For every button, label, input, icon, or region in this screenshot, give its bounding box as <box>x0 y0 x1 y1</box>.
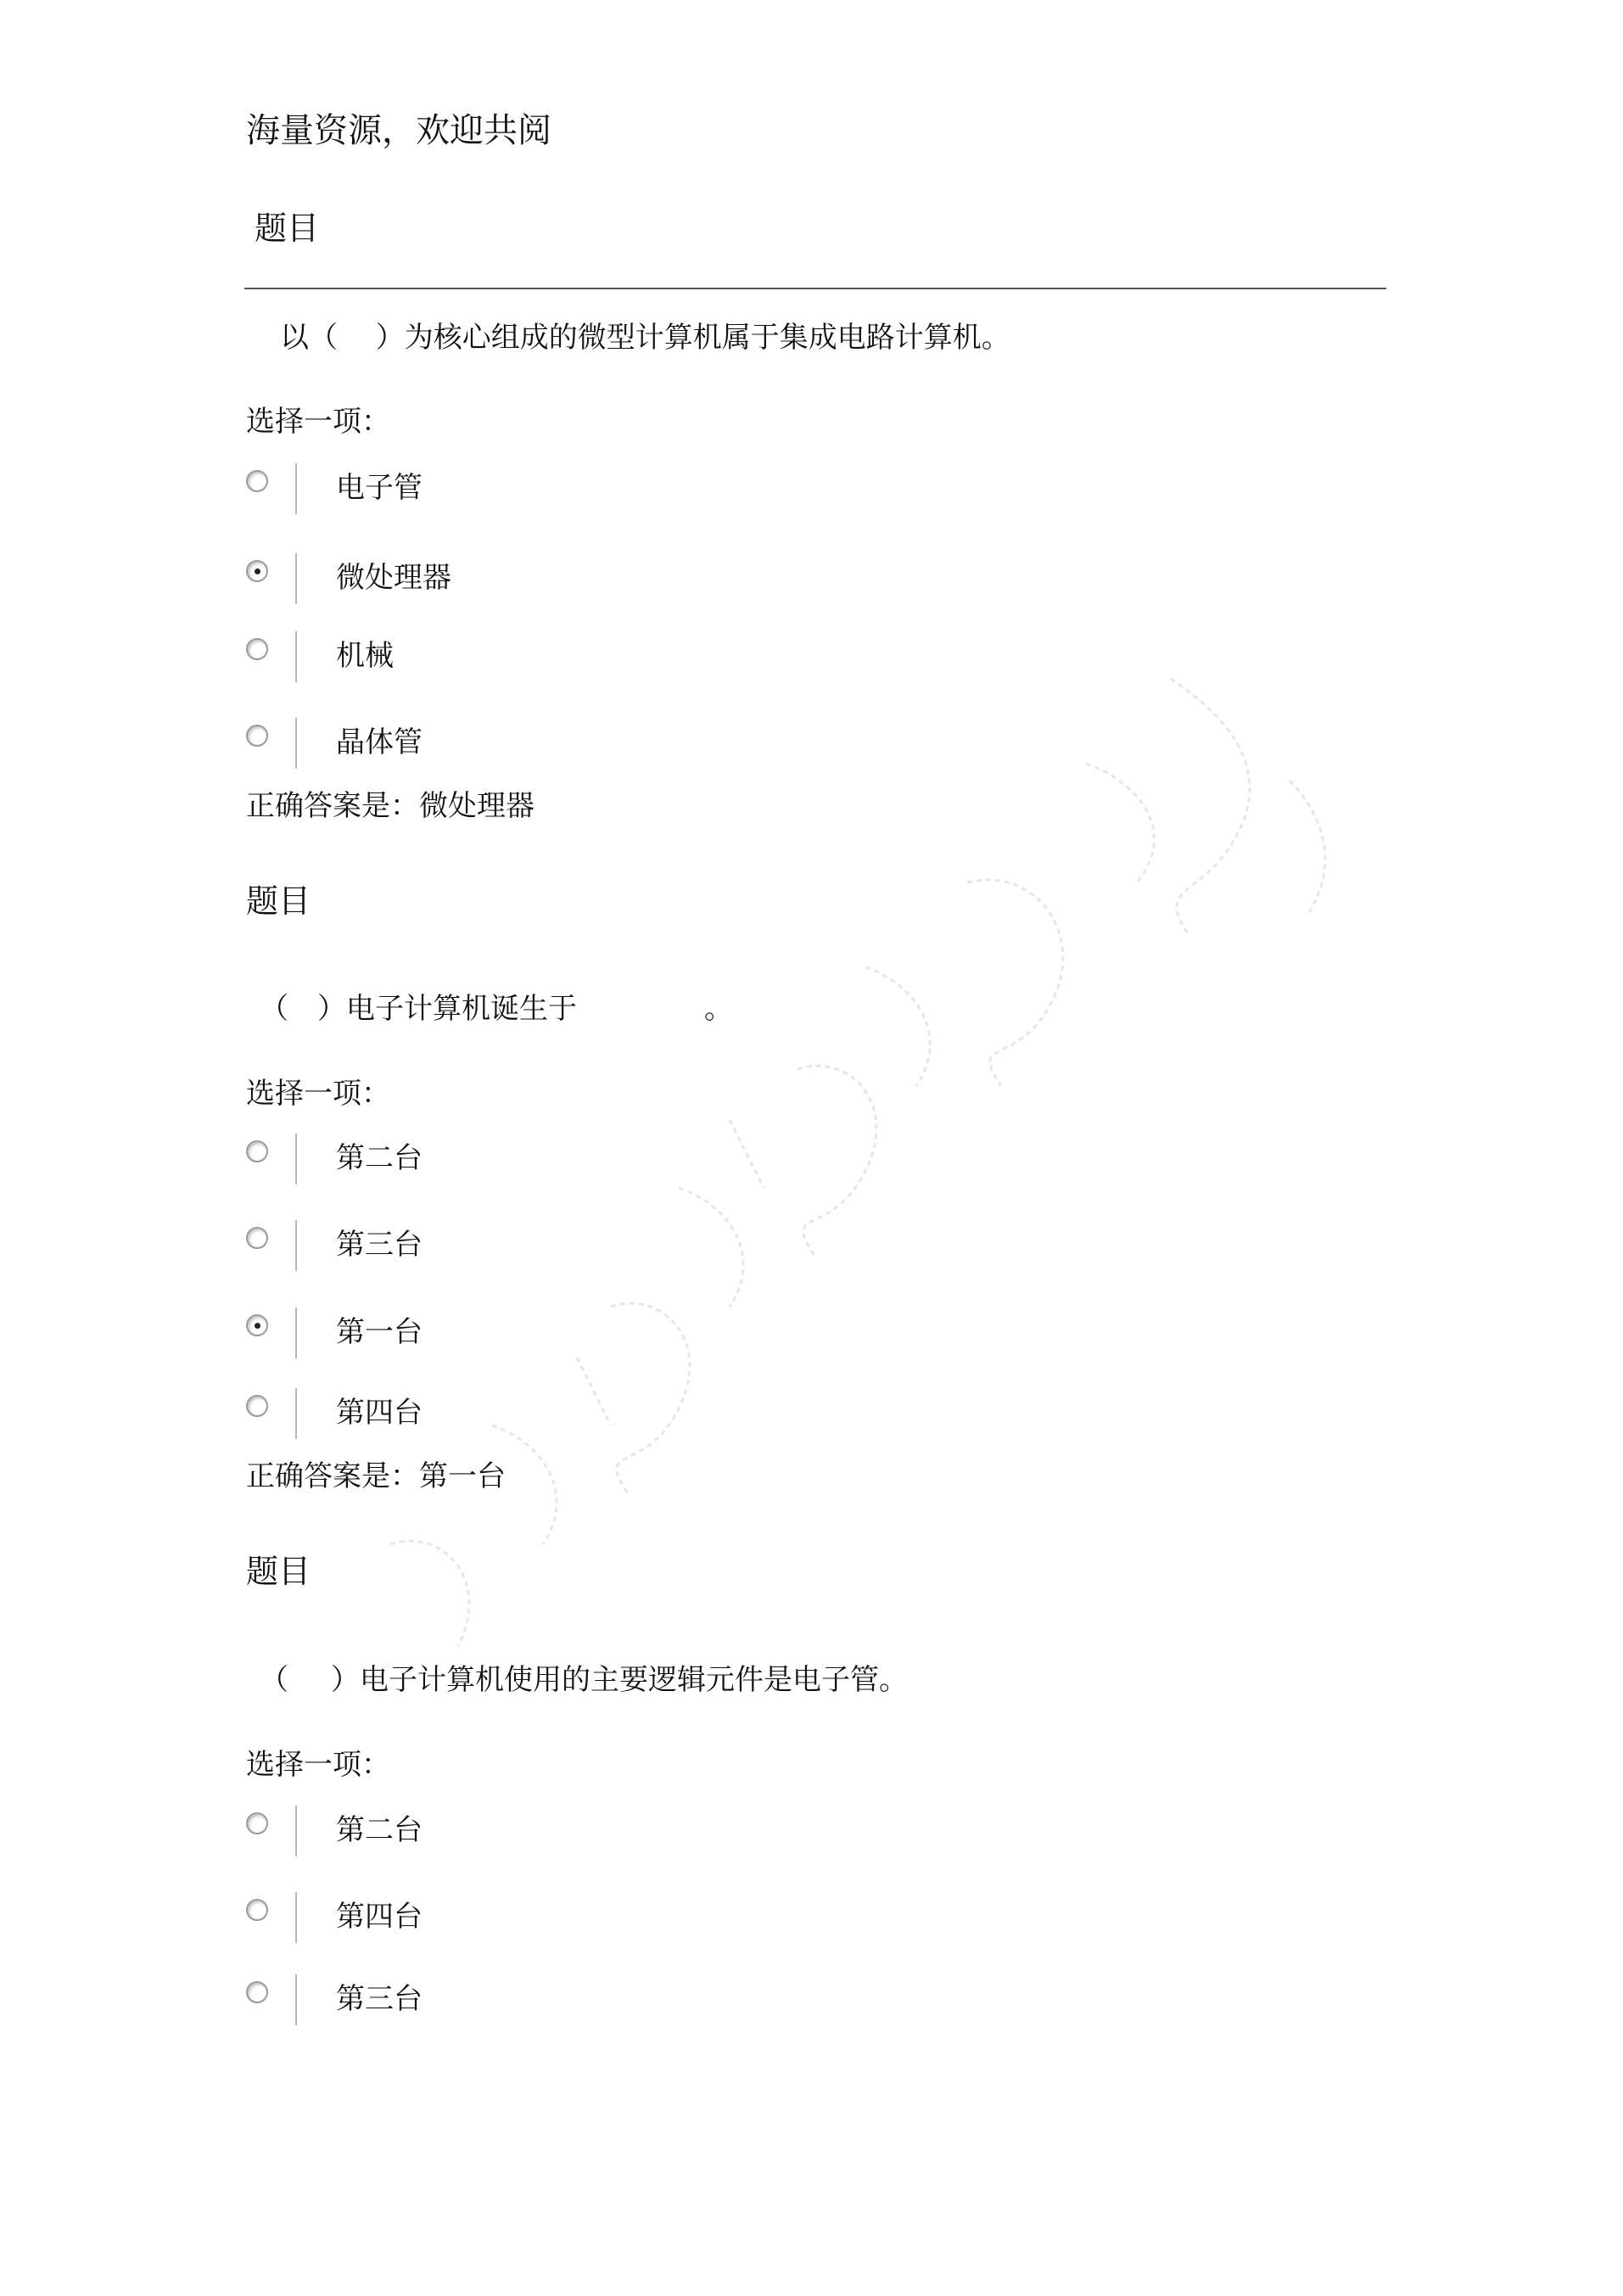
question-1-text <box>280 321 1010 355</box>
radio-button-selected[interactable] <box>246 560 268 582</box>
question-3-text-part: （ <box>260 1663 288 1697</box>
radio-button[interactable] <box>246 1981 268 2003</box>
radio-button[interactable] <box>246 1899 268 1921</box>
option-separator <box>295 1134 297 1184</box>
radio-button[interactable] <box>246 1140 268 1162</box>
radio-button[interactable] <box>246 725 268 747</box>
page-header: 海量资源，欢迎共阅 <box>246 111 551 150</box>
option-label: 电子管 <box>336 471 423 505</box>
radio-button[interactable] <box>246 470 268 492</box>
option-separator <box>295 1308 297 1358</box>
option-label: 第一台 <box>336 1315 423 1349</box>
question-3-text-end: ）电子计算机使用的主要逻辑元件是电子管。 <box>331 1663 908 1697</box>
option-label: 第四台 <box>336 1396 423 1430</box>
question-1-text-part: 以（ ）为核心组成的微型计算机属于集成电路计算机。 <box>280 321 1010 355</box>
option-label: 第二台 <box>336 1141 423 1175</box>
question-2-text-part: （ ）电子计算机诞生于 <box>260 992 577 1026</box>
option-separator <box>295 1220 297 1271</box>
option-label: 微处理器 <box>336 561 451 595</box>
option-label: 第三台 <box>336 1982 423 2016</box>
option-separator <box>295 718 297 769</box>
radio-button-selected[interactable] <box>246 1314 268 1336</box>
option-separator <box>295 463 297 514</box>
question-3-prompt: 选择一项： <box>246 1748 390 1782</box>
radio-button[interactable] <box>246 1812 268 1834</box>
option-label: 机械 <box>336 639 394 673</box>
option-separator <box>295 631 297 682</box>
radio-button[interactable] <box>246 1227 268 1249</box>
option-separator <box>295 1892 297 1943</box>
radio-button[interactable] <box>246 1395 268 1417</box>
question-1-prompt: 选择一项： <box>246 405 390 439</box>
question-1-correct-answer: 正确答案是：微处理器 <box>246 789 534 823</box>
question-2-correct-answer: 正确答案是：第一台 <box>246 1459 506 1493</box>
question-2-title: 题目 <box>246 882 311 920</box>
option-separator <box>295 1806 297 1856</box>
question-3-title: 题目 <box>246 1553 311 1590</box>
option-separator <box>295 1388 297 1439</box>
question-2-text <box>260 992 733 1026</box>
option-label: 晶体管 <box>336 725 423 759</box>
option-separator <box>295 553 297 604</box>
option-label: 第四台 <box>336 1900 423 1934</box>
question-2-prompt: 选择一项： <box>246 1077 390 1111</box>
question-3-text <box>260 1663 908 1697</box>
question-1-title: 题目 <box>255 210 320 247</box>
radio-button[interactable] <box>246 638 268 660</box>
option-label: 第三台 <box>336 1228 423 1262</box>
option-separator <box>295 1974 297 2025</box>
question-2-text-end: 。 <box>704 992 733 1026</box>
title-divider <box>244 288 1386 289</box>
option-label: 第二台 <box>336 1813 423 1847</box>
